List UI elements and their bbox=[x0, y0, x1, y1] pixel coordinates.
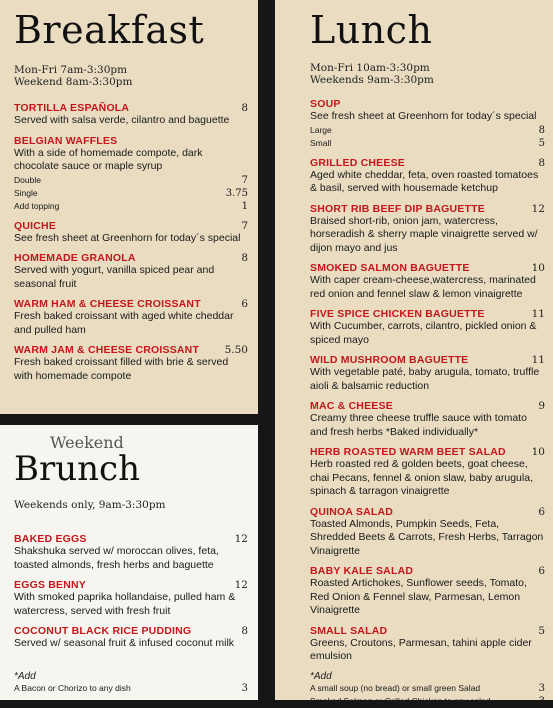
add-on-label: A Bacon or Chorizo to any dish bbox=[14, 682, 131, 693]
menu-item-price: 8 bbox=[241, 102, 248, 114]
menu-item bbox=[310, 157, 545, 196]
menu-item-price: 8 bbox=[241, 625, 248, 637]
menu-item bbox=[310, 446, 545, 499]
menu-item-name: QUICHE bbox=[14, 219, 57, 232]
menu-item-description: With a side of homemade compote, dark chocolate sauce or maple syrup bbox=[14, 146, 203, 172]
menu-item-option bbox=[14, 200, 248, 213]
menu-item bbox=[14, 344, 248, 383]
menu-item-header bbox=[310, 400, 545, 412]
brunch-weekend-label: Weekend bbox=[50, 433, 124, 452]
menu-item-header bbox=[310, 625, 545, 637]
menu-item-description: Creamy three cheese truffle sauce with tomato and fresh herbs *Baked individually* bbox=[310, 412, 527, 438]
option-label: Single bbox=[14, 187, 38, 198]
breakfast-hours bbox=[14, 64, 248, 88]
menu-item-description: See fresh sheet at Greenhorn for today´s special bbox=[14, 231, 241, 244]
menu-item-name: FIVE SPICE CHICKEN BAGUETTE bbox=[310, 308, 485, 320]
menu-item-price: 8 bbox=[538, 156, 545, 169]
breakfast-title: Breakfast bbox=[14, 8, 205, 52]
menu-item-price: 6 bbox=[538, 565, 545, 577]
menu-item-description: Greens, Croutons, Parmesan, tahini apple cider emulsion bbox=[310, 636, 532, 662]
menu-item-price: 11 bbox=[531, 354, 545, 366]
menu-item-name: TORTILLA ESPAÑOLA bbox=[14, 102, 130, 114]
menu-item bbox=[310, 565, 545, 618]
menu-item-description: See fresh sheet at Greenhorn for today´s special bbox=[310, 110, 537, 122]
add-on-price: 3 bbox=[538, 695, 545, 707]
menu-item-header bbox=[14, 625, 248, 637]
lunch-add-title: *Add bbox=[310, 670, 332, 682]
menu-item-name: MAC & CHEESE bbox=[310, 400, 393, 412]
menu-item-option bbox=[310, 137, 545, 150]
menu-item-header bbox=[310, 565, 545, 577]
menu-item bbox=[310, 308, 545, 347]
menu-item bbox=[310, 354, 545, 393]
breakfast-hours-weekday: Mon-Fri 7am-3:30pm bbox=[14, 64, 128, 76]
menu-item-option bbox=[14, 174, 248, 187]
menu-item-price: 11 bbox=[531, 308, 545, 320]
option-price: 1 bbox=[241, 200, 248, 212]
menu-item-name: EGGS BENNY bbox=[14, 579, 87, 591]
menu-item bbox=[14, 252, 248, 291]
menu-item-header bbox=[310, 98, 545, 110]
brunch-panel bbox=[0, 425, 258, 700]
menu-item-price: 10 bbox=[531, 262, 545, 274]
menu-item-description: With smoked paprika hollandaise, pulled ham & watercress, served with fresh fruit bbox=[14, 591, 236, 617]
option-label: Add topping bbox=[14, 200, 60, 211]
brunch-add-title: *Add bbox=[14, 670, 36, 682]
menu-item-name: BABY KALE SALAD bbox=[310, 565, 414, 577]
menu-item-price: 12 bbox=[234, 533, 248, 545]
menu-item bbox=[310, 203, 545, 256]
menu-item-option bbox=[310, 124, 545, 137]
menu-item-header bbox=[14, 252, 248, 264]
lunch-item-list bbox=[310, 98, 545, 664]
menu-item-header bbox=[310, 203, 545, 215]
menu-item-price: 12 bbox=[531, 202, 545, 215]
add-on-label: A small soup (no bread) or small green Salad bbox=[310, 682, 481, 693]
menu-item-price: 5.50 bbox=[224, 344, 248, 356]
menu-item-header bbox=[14, 220, 248, 232]
breakfast-item-list bbox=[14, 102, 248, 383]
add-on-label: Smoked Salmon or Grilled Chicken to any salad bbox=[310, 695, 491, 706]
menu-item-description: Herb roasted red & golden beets, goat cheese, chai Pecans, fennel & onion slaw, baby arugula, spinach & tarragon vinaigrette bbox=[310, 458, 533, 497]
brunch-add-list bbox=[14, 682, 248, 695]
menu-item-header bbox=[14, 102, 248, 114]
menu-item-header bbox=[14, 135, 248, 147]
menu-item-description: Served with salsa verde, cilantro and baguette bbox=[14, 114, 230, 126]
option-price: 3.75 bbox=[225, 187, 248, 199]
menu-item-name: WILD MUSHROOM BAGUETTE bbox=[310, 354, 469, 366]
brunch-hours: Weekends only, 9am-3:30pm bbox=[14, 499, 166, 511]
option-price: 7 bbox=[241, 174, 248, 186]
menu-item-description: Aged white cheddar, feta, oven roasted tomatoes & basil, served with housemade ketchup bbox=[310, 168, 539, 194]
add-on-line bbox=[310, 695, 545, 708]
add-on-price: 3 bbox=[241, 682, 248, 694]
lunch-hours bbox=[310, 62, 545, 86]
menu-item-description: Fresh baked croissant filled with brie & served with homemade compote bbox=[14, 356, 229, 382]
menu-item bbox=[14, 298, 248, 337]
lunch-panel bbox=[275, 0, 553, 707]
breakfast-panel bbox=[0, 0, 258, 414]
lunch-title: Lunch bbox=[310, 8, 433, 52]
menu-item-price: 5 bbox=[538, 624, 545, 637]
menu-item-name: WARM JAM & CHEESE CROISSANT bbox=[14, 344, 200, 356]
menu-item-description: Fresh baked croissant with aged white cheddar and pulled ham bbox=[14, 310, 234, 336]
menu-item-name: SMALL SALAD bbox=[310, 624, 388, 637]
menu-item-name: COCONUT BLACK RICE PUDDING bbox=[14, 625, 192, 637]
brunch-item-list bbox=[14, 533, 248, 651]
menu-item bbox=[14, 220, 248, 246]
menu-item-description: With vegetable paté, baby arugula, tomato, truffle aioli & balsamic reduction bbox=[310, 366, 540, 392]
menu-item-header bbox=[310, 506, 545, 518]
menu-item bbox=[310, 625, 545, 664]
menu-item-name: WARM HAM & CHEESE CROISSANT bbox=[14, 298, 201, 310]
menu-item-header bbox=[310, 308, 545, 320]
menu-item-description: Toasted Almonds, Pumpkin Seeds, Feta, Shredded Beets & Carrots, Fresh Herbs, Tarragon Vinaigrette bbox=[310, 517, 544, 557]
menu-item-name: HOMEMADE GRANOLA bbox=[14, 252, 136, 264]
menu-item-header bbox=[310, 446, 545, 458]
menu-item bbox=[310, 262, 545, 301]
menu-item-description: With Cucumber, carrots, cilantro, pickled onion & spiced mayo bbox=[310, 320, 537, 346]
menu-item-option bbox=[14, 187, 248, 200]
option-price: 8 bbox=[538, 124, 545, 136]
menu-item-name: BELGIAN WAFFLES bbox=[14, 134, 118, 147]
option-label: Double bbox=[14, 174, 41, 185]
menu-item-name: SHORT RIB BEEF DIP BAGUETTE bbox=[310, 202, 485, 215]
menu-item bbox=[310, 400, 545, 439]
option-price: 5 bbox=[538, 137, 545, 149]
option-label: Large bbox=[310, 124, 332, 135]
menu-item bbox=[14, 625, 248, 651]
menu-item-name: BAKED EGGS bbox=[14, 533, 87, 545]
menu-item-name: HERB ROASTED WARM BEET SALAD bbox=[310, 446, 506, 458]
menu-item-header bbox=[310, 157, 545, 169]
brunch-title: Brunch bbox=[14, 449, 140, 489]
menu-item-description: Shakshuka served w/ moroccan olives, feta, toasted almonds, fresh herbs and baguette bbox=[14, 545, 219, 571]
add-on-line bbox=[310, 682, 545, 695]
menu-item bbox=[14, 102, 248, 128]
menu-item-name: GRILLED CHEESE bbox=[310, 156, 405, 169]
add-on-line bbox=[14, 682, 248, 695]
menu-item-name: SMOKED SALMON BAGUETTE bbox=[310, 262, 470, 274]
lunch-hours-weekend: Weekends 9am-3:30pm bbox=[310, 74, 434, 86]
menu-item bbox=[14, 135, 248, 213]
menu-item-header bbox=[310, 262, 545, 274]
menu-item-price: 10 bbox=[531, 446, 545, 458]
menu-item-header bbox=[14, 344, 248, 356]
menu-item bbox=[14, 533, 248, 572]
menu-item-description: Served w/ seasonal fruit & infused coconut milk bbox=[14, 637, 235, 649]
menu-item-header bbox=[14, 579, 248, 591]
add-on-price: 3 bbox=[538, 682, 545, 694]
menu-item-name: SOUP bbox=[310, 98, 341, 110]
breakfast-hours-weekend: Weekend 8am-3:30pm bbox=[14, 76, 133, 88]
menu-item bbox=[310, 506, 545, 559]
menu-item-description: Served with yogurt, vanilla spiced pear and seasonal fruit bbox=[14, 264, 215, 290]
menu-item-description: With caper cream-cheese,watercress, marinated red onion and fennel slaw & lemon vinaigrette bbox=[310, 274, 536, 300]
menu-item-name: QUINOA SALAD bbox=[310, 505, 394, 518]
menu-item-price: 6 bbox=[241, 298, 248, 310]
menu-item-price: 7 bbox=[241, 219, 248, 232]
menu-item-header bbox=[14, 298, 248, 310]
menu-item-price: 12 bbox=[234, 579, 248, 591]
menu-item-header bbox=[14, 533, 248, 545]
menu-item-description: Braised short-rib, onion jam, watercress, horseradish & sherry maple vinaigrette served w/ dijon mayo and jus bbox=[310, 214, 538, 254]
menu-item bbox=[310, 98, 545, 150]
menu-item bbox=[14, 579, 248, 618]
menu-item-price: 6 bbox=[538, 505, 545, 518]
lunch-hours-weekday: Mon-Fri 10am-3:30pm bbox=[310, 62, 430, 74]
option-label: Small bbox=[310, 137, 332, 148]
lunch-add-list bbox=[310, 682, 545, 708]
menu-item-description: Roasted Artichokes, Sunflower seeds, Tomato, Red Onion & Fennel slaw, Parmesan, Lemon Vinaigrette bbox=[310, 577, 527, 616]
menu-item-price: 8 bbox=[241, 252, 248, 264]
menu-item-header bbox=[310, 354, 545, 366]
menu-item-price: 9 bbox=[538, 400, 545, 412]
